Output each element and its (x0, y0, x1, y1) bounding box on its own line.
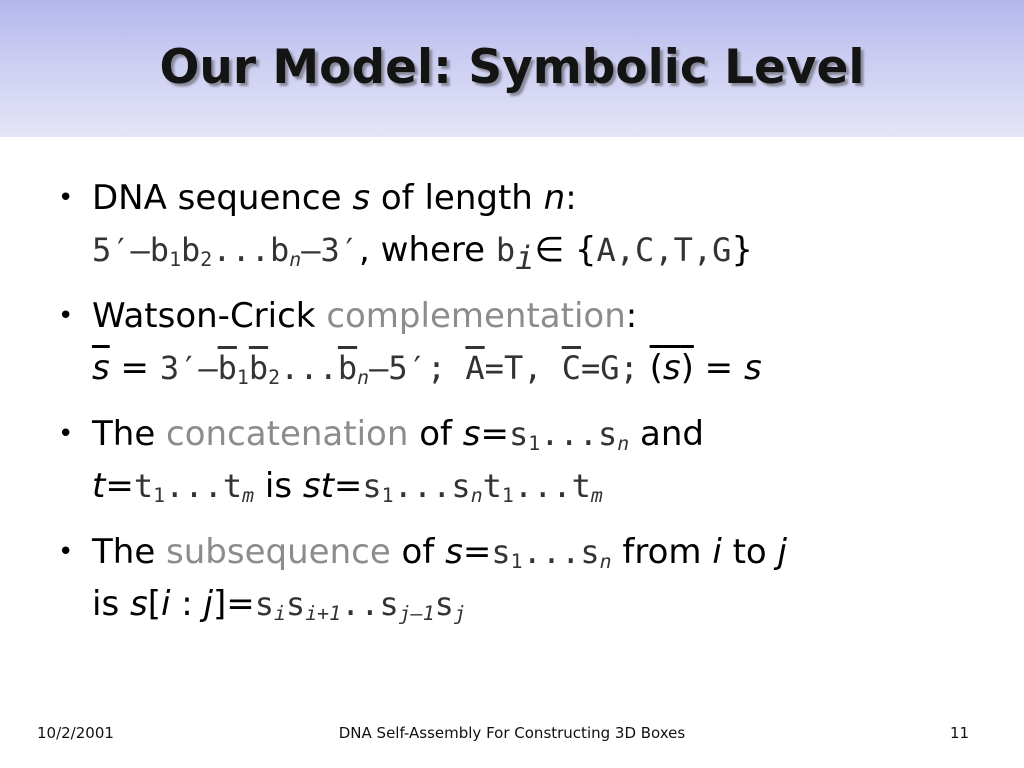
subscript: n (289, 247, 302, 271)
subscript: n (617, 431, 630, 455)
sequence-formula (92, 231, 359, 269)
seq-part: ..s (341, 585, 399, 623)
text: of (390, 532, 446, 572)
subscript: 1 (510, 549, 523, 573)
var-j: j (203, 584, 213, 624)
subscript: n (357, 365, 370, 389)
text: = (462, 532, 492, 572)
text: The (92, 532, 167, 572)
subscript: i (515, 239, 535, 277)
subscript: m (242, 483, 255, 507)
bullet-complementation (58, 290, 1008, 394)
text: = (693, 348, 744, 388)
subscript: n (470, 483, 483, 507)
var-st: st (302, 466, 334, 506)
var-i: i (712, 532, 722, 572)
seq-part: $\overline{A}$ (465, 349, 485, 387)
seq-part: 5′–b (92, 231, 170, 269)
text: = (109, 348, 160, 388)
text: Watson-Crick (92, 296, 327, 336)
subscript: 1 (501, 483, 514, 507)
subscript: 1 (528, 431, 541, 455)
seq-part: $\overline{b}$ (248, 349, 269, 387)
bullet-list (58, 172, 1008, 630)
line (92, 526, 1008, 578)
text: DNA sequence (92, 178, 353, 218)
var-n: n (543, 178, 566, 218)
var-s: s (445, 532, 463, 572)
keyword: subsequence (166, 532, 391, 572)
seq-part: $\overline{b}$ (217, 349, 237, 387)
line (92, 408, 1008, 460)
seq-part: –3′ (301, 231, 360, 269)
text: to (721, 532, 778, 572)
seq-part: s (285, 585, 306, 623)
text: = (105, 466, 134, 506)
subscript: m (590, 483, 603, 507)
seq-part: =T, (484, 349, 562, 387)
text: , where (359, 230, 496, 270)
seq-part: t (482, 467, 502, 505)
subscript: 1 (381, 483, 394, 507)
text: and (629, 414, 705, 454)
footer-date: 10/2/2001 (37, 724, 114, 742)
bullet-dot-icon: • (58, 537, 74, 567)
formula (134, 467, 254, 505)
seq-part: s (254, 585, 274, 623)
subscript: j–1 (398, 601, 435, 625)
seq-part: s (509, 415, 529, 453)
seq-part: 3′– (159, 349, 218, 387)
footer-title: DNA Self-Assembly For Constructing 3D Boxes (338, 724, 686, 742)
text: is (254, 466, 303, 506)
subscript: i (273, 601, 286, 625)
subscript: n (599, 549, 612, 573)
seq-part: ...s (393, 467, 471, 505)
slide-title: Our Model: Symbolic Level (159, 40, 865, 95)
text: ) (680, 348, 694, 388)
var-i: i (160, 584, 171, 624)
text: = (226, 584, 255, 624)
seq-part: ...t (165, 467, 243, 505)
text: : (170, 584, 204, 624)
formula (362, 467, 602, 505)
subscript: 2 (200, 247, 213, 271)
subscript: i+1 (305, 601, 342, 625)
var-t: t (92, 466, 106, 506)
var-s: s (462, 414, 481, 454)
element-of-symbol: ∈ (534, 230, 575, 270)
seq-part: b (181, 231, 201, 269)
text: ( (649, 348, 663, 388)
seq-part: ... (280, 349, 338, 387)
var-s: s (743, 348, 762, 388)
text: The (92, 414, 167, 454)
line (92, 290, 1008, 342)
seq-part: ...s (522, 533, 600, 571)
base-set: A,C,T,G (596, 231, 732, 269)
text: [ (147, 584, 161, 624)
seq-part: s (491, 533, 511, 571)
text: from (611, 532, 713, 572)
line (92, 578, 1008, 630)
seq-part: ...b (212, 231, 290, 269)
subscript: 1 (236, 365, 249, 389)
seq-part: t (133, 467, 154, 505)
line (92, 460, 1008, 512)
bullet-concatenation (58, 408, 1008, 512)
text: { (574, 230, 597, 270)
var-s-bar: s (662, 348, 681, 388)
seq-part: ...t (513, 467, 591, 505)
subscript: j (453, 601, 466, 625)
seq-part: –5′; (369, 349, 447, 387)
text: : (625, 296, 638, 336)
line (92, 172, 1008, 224)
seq-part: ...s (540, 415, 618, 453)
seq-part: $\overline{b}$ (337, 349, 358, 387)
complement-formula (160, 349, 639, 387)
bullet-dna-sequence (58, 172, 1008, 276)
double-complement (650, 348, 694, 388)
footer-page-number: 11 (950, 724, 970, 742)
var-s: s (352, 178, 371, 218)
text: of (408, 414, 463, 454)
formula (509, 415, 629, 453)
text: = (333, 466, 363, 506)
text: : (565, 178, 577, 218)
keyword: concatenation (166, 414, 409, 454)
bullet-dot-icon: • (58, 419, 74, 449)
line (92, 224, 1008, 276)
var-s-bar: $\overline{s}$ (92, 348, 110, 388)
line (92, 342, 1008, 394)
subscript: 2 (268, 365, 281, 389)
bullet-dot-icon: • (58, 183, 74, 213)
text: is (92, 584, 130, 624)
formula (255, 585, 466, 623)
seq-part: s (362, 467, 382, 505)
keyword: complementation (326, 296, 626, 336)
seq-part: $\overline{C}$ (561, 349, 581, 387)
text: ] (212, 584, 227, 624)
subscript: 1 (169, 247, 182, 271)
text: = (480, 414, 509, 454)
bullet-subsequence (58, 526, 1008, 630)
bullet-dot-icon: • (58, 301, 74, 331)
var-s: s (129, 584, 148, 624)
subscript: 1 (153, 483, 166, 507)
formula (491, 533, 611, 571)
seq-part: b (495, 231, 516, 269)
seq-part: =G; (581, 349, 639, 387)
seq-part: s (434, 585, 454, 623)
text: of length (370, 178, 544, 218)
var-j: j (777, 532, 787, 572)
text: } (731, 230, 754, 270)
